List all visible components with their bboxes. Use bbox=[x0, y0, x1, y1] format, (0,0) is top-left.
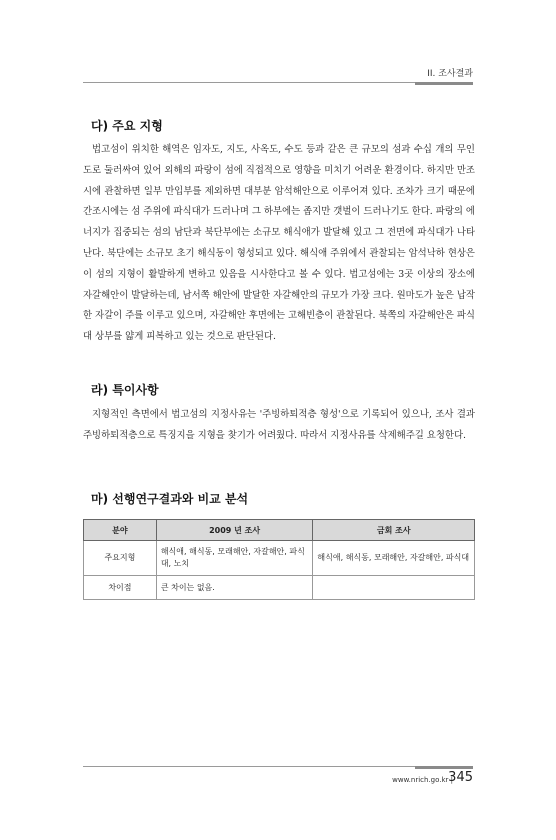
section-title-special-notes: 라) 특이사항 bbox=[91, 383, 159, 397]
row-label: 주요지형 bbox=[84, 541, 157, 576]
table-row bbox=[84, 576, 475, 600]
header-field: 분야 bbox=[84, 520, 157, 541]
cell-current bbox=[313, 576, 475, 600]
running-header-title: II. 조사결과 bbox=[427, 69, 473, 79]
header-accent-bar bbox=[415, 82, 473, 85]
table-header-row bbox=[84, 520, 475, 541]
page-number: 345 bbox=[448, 770, 473, 785]
main-landforms-paragraph: 법고섬이 위치한 해역은 임자도, 지도, 사옥도, 수도 등과 같은 큰 규모의 섬과 수십 개의 무인도로 둘러싸여 있어 외해의 파랑이 섬에 직접적으로 영향을 미치기 어려운 환경이다. 하지만 만조시에 관찰하면 일부 만입부를 제외하면 대부분 암석해안으로 이루어져 있다. 조차가 크기 때문에 간조시에는 섬 주위에 파식대가 드러나며 그 하부에는 좁지만 갯벌이 드러나기도 한다. 파랑의 에너지가 집중되는 섬의 남단과 북단부에는 소규모 해식애가 발달해 있고 그 전면에 파식대가 나타난다. 북단에는 소규모 초기 해식동이 형성되고 있다. 해식애 주위에서 관찰되는 암석낙하 현상은 이 섬의 지형이 활발하게 변하고 있음을 시사한다고 볼 수 있다. 법고섬에는 3곳 이상의 장소에 자갈해안이 발달하는데, 남서쪽 해안에 발달한 자갈해안의 규모가 가장 크다. 원마도가 높은 납작한 자갈이 주를 이루고 있으며, 자갈해안 후면에는 고해빈층이 관찰된다. 북쪽의 자갈해안은 파식대 상부를 얇게 피복하고 있는 것으로 판단된다. bbox=[83, 144, 475, 343]
table-row bbox=[84, 541, 475, 576]
comparison-table bbox=[83, 519, 475, 600]
cell-2009: 해식애, 해식동, 모래해안, 자갈해안, 파식대, 노치 bbox=[156, 541, 313, 576]
header-current-survey: 금회 조사 bbox=[313, 520, 475, 541]
special-notes-paragraph: 지형적인 측면에서 법고섬의 지정사유는 '주빙하퇴적층 형성'으로 기록되어 있으나, 조사 결과 주빙하퇴적층으로 특징지을 지형을 찾기가 어려웠다. 따라서 지정사유를 삭제해주길 요청한다. bbox=[83, 409, 475, 441]
section-title-comparison: 마) 선행연구결과와 비교 분석 bbox=[91, 492, 249, 506]
cell-2009: 큰 차이는 없음. bbox=[156, 576, 313, 600]
row-label: 차이점 bbox=[84, 576, 157, 600]
cell-current: 해식애, 해식동, 모래해안, 자갈해안, 파식대 bbox=[313, 541, 475, 576]
header-2009-survey: 2009 년 조사 bbox=[156, 520, 313, 541]
section-title-main-landforms: 다) 주요 지형 bbox=[91, 119, 163, 133]
footer-url: www.nrich.go.kr | bbox=[392, 776, 453, 784]
footer-accent-bar bbox=[415, 766, 473, 769]
